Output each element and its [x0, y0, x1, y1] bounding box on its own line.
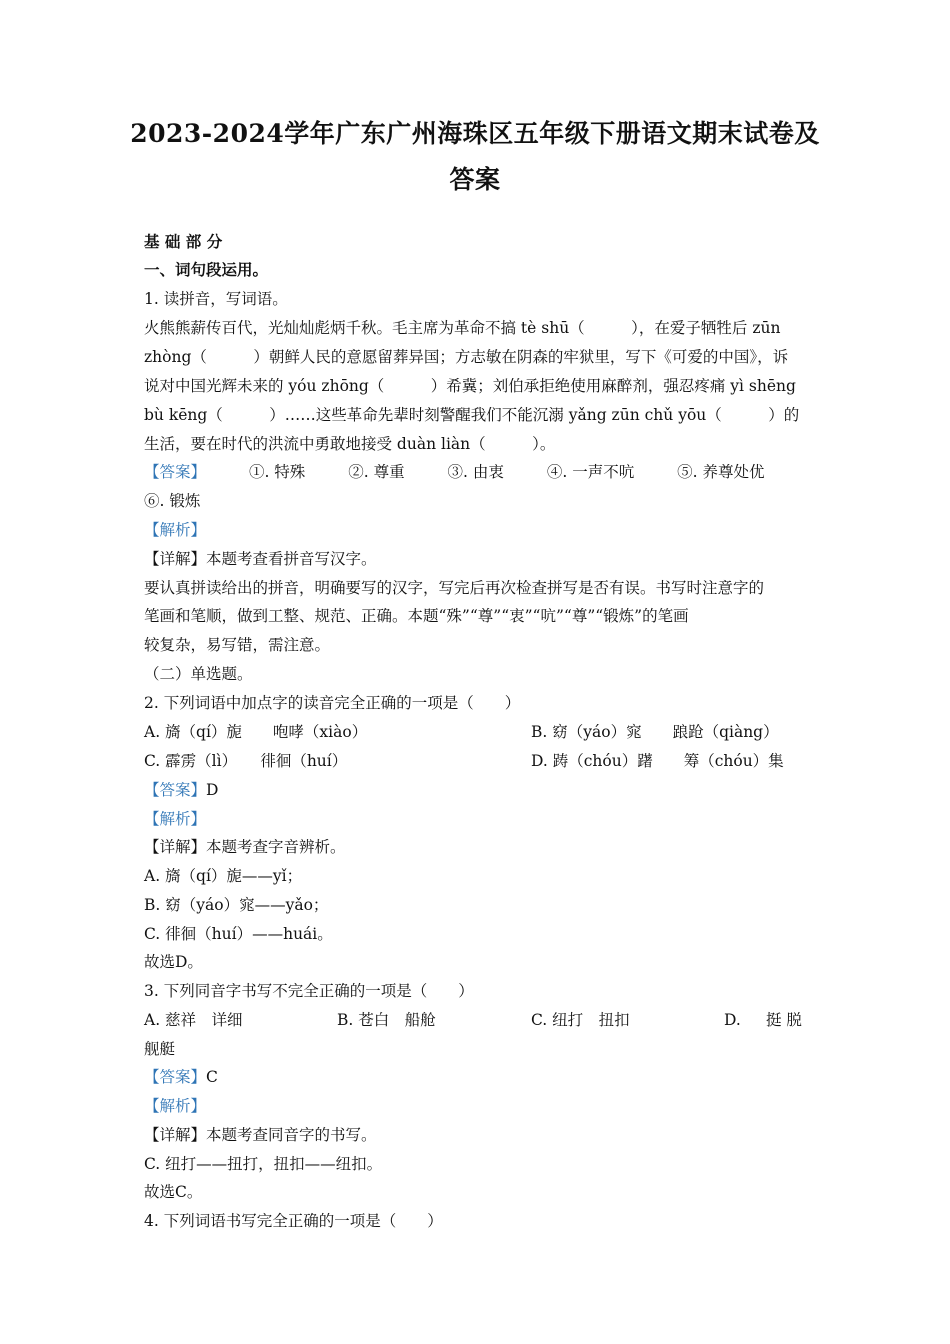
analysis-label: 【解析】 [144, 521, 207, 539]
question-3-option-d-continued: 舰艇 [144, 1040, 176, 1058]
question-3-answer [144, 1066, 806, 1088]
question-2-option-c: C. 霹雳（lì） 徘徊（huí） [144, 752, 348, 770]
answer-label: 【答案】 [144, 1068, 207, 1086]
question-3-detail-c: C. 纽打——扭打，扭扣——纽扣。 [144, 1155, 383, 1173]
question-1-passage-line: zhòng（ ）朝鲜人民的意愿留葬异国；方志敏在阴森的牢狱里，写下《可爱的中国》，诉 [144, 348, 789, 366]
question-1-detail-text: 要认真拼读给出的拼音，明确要写的汉字，写完后再次检查拼写是否有误。书写时注意字的 [144, 579, 765, 597]
question-2-option-a: A. 旖（qí）旎 咆哮（xiào） [144, 723, 368, 741]
question-2-detail-b: B. 窈（yáo）窕——yǎo； [144, 896, 329, 914]
answer-value: D [206, 781, 219, 799]
question-1-detail: 【详解】本题考查看拼音写汉字。 [144, 550, 377, 568]
answer-label: 【答案】 [144, 781, 207, 799]
question-1-passage-line: 生活，要在时代的洪流中勇敢地接受 duàn liàn（ ）。 [144, 435, 556, 453]
question-2-option-b: B. 窈（yáo）窕 踉跄（qiàng） [531, 723, 779, 741]
question-3-detail: 【详解】本题考查同音字的书写。 [144, 1126, 377, 1144]
question-1-passage-line: 说对中国光辉未来的 yóu zhōng（ ）希冀；刘伯承拒绝使用麻醉剂，强忍疼痛 yì shēng [144, 377, 796, 395]
document-title-line2: 答案 [449, 165, 501, 194]
question-3-option-b: B. 苍白 船舱 [337, 1011, 436, 1029]
question-1-detail-text: 较复杂，易写错，需注意。 [144, 636, 331, 654]
question-3-option-a: A. 慈祥 详细 [144, 1011, 243, 1029]
answer-item: ⑥. 锻炼 [144, 492, 201, 510]
question-3-option-d-words: 挺 脱 [766, 1011, 802, 1029]
part-two-heading: （二）单选题。 [144, 665, 253, 683]
answer-item: ①. 特殊 [248, 463, 306, 481]
answer-item: ⑤. 养尊处优 [677, 463, 765, 481]
answer-value: C [206, 1068, 218, 1086]
section-heading: 基 础 部 分 [144, 232, 223, 251]
question-3-prompt: 3. 下列同音字书写不完全正确的一项是（ ） [144, 982, 474, 1000]
question-1-passage-line: 火熊熊薪传百代，光灿灿彪炳千秋。毛主席为革命不搞 tè shū（ ），在爱子牺牲后 zūn [144, 319, 781, 337]
question-1-detail-text: 笔画和笔顺，做到工整、规范、正确。本题“殊”“尊”“衷”“吭”“尊”“锻炼”的笔画 [144, 607, 689, 625]
question-3-conclusion: 故选C。 [144, 1183, 203, 1201]
question-1-passage-line: bù kēng（ ）……这些革命先辈时刻警醒我们不能沉溺 yǎng zūn chǔ yōu（ ）的 [144, 406, 800, 424]
question-2-option-d: D. 踌（chóu）躇 筹（chóu）集 [531, 752, 784, 770]
answer-label: 【答案】 [144, 463, 207, 481]
analysis-label: 【解析】 [144, 810, 207, 828]
question-2-answer [144, 779, 806, 801]
question-2-conclusion: 故选D。 [144, 953, 203, 971]
answer-item: ④. 一声不吭 [546, 463, 635, 481]
question-4-prompt: 4. 下列词语书写完全正确的一项是（ ） [144, 1212, 443, 1230]
question-2-detail-c: C. 徘徊（huí）——huái。 [144, 925, 333, 943]
answer-item: ③. 由衷 [447, 463, 504, 481]
question-2-prompt: 2. 下列词语中加点字的读音完全正确的一项是（ ） [144, 694, 521, 712]
question-1-prompt: 1. 读拼音，写词语。 [144, 290, 288, 308]
question-3-option-d-label: D. [724, 1011, 741, 1029]
question-2-detail-a: A. 旖（qí）旎——yǐ； [144, 867, 303, 885]
question-2-detail: 【详解】本题考查字音辨析。 [144, 838, 346, 856]
analysis-label: 【解析】 [144, 1097, 207, 1115]
document-title-line1: 2023-2024学年广东广州海珠区五年级下册语文期末试卷及 [130, 119, 820, 148]
question-1-answer [144, 461, 806, 483]
question-3-option-c: C. 纽打 扭扣 [531, 1011, 630, 1029]
answer-item: ②. 尊重 [348, 463, 405, 481]
part-one-heading: 一、词句段运用。 [144, 260, 269, 279]
